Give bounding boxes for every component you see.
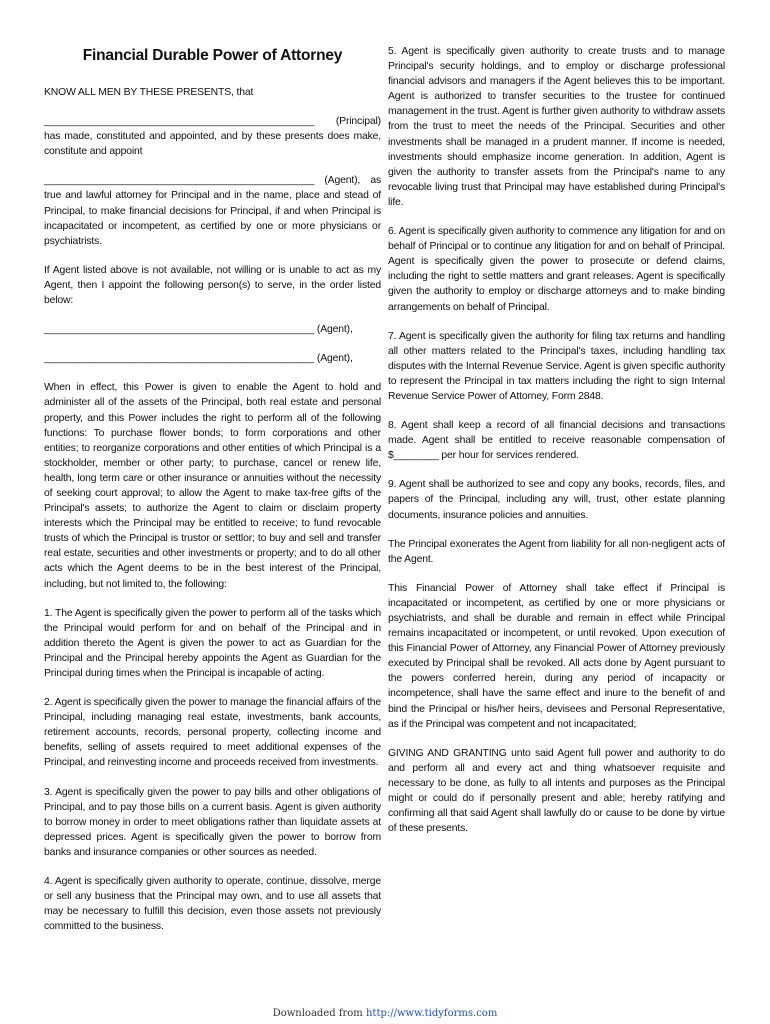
paragraph-agent-blank: ________________________________________________ (Agent), as true and lawful attorney for Principal and in the name, place and stead of Principal, to make financial decisions for Principal, if and when Principal is incapacitated or incompetent, as certified by one or more physicians or psychiatrists. [44, 175, 381, 247]
clause-5: 5. Agent is specifically given authority to create trusts and to manage Principal's security holdings, and to employ or discharge professional financial advisors and managers if the Agent believes this to be important. Agent is authorized to transfer securities to the trustee for continued management in the trust. Agent is further given authority to withdraw assets from the trust to meet the needs of the Principal. Securities and other investments shall be managed in a prudent manner. If income is needed, investments should emphasize income generation. In addition, Agent is given the authority to transfer assets from the Principal's name to any revocable living trust that Principal may have established during Principal's life. [388, 46, 725, 208]
paragraph-principal-blank: ________________________________________________ (Principal) has made, constituted and appointed, and by these presents does make, constitute and appoint [44, 116, 381, 158]
paragraph-exoneration: The Principal exonerates the Agent from liability for all non-negligent acts of the Agent. [388, 538, 725, 565]
document-title: Financial Durable Power of Attorney [82, 47, 343, 64]
clause-4: 4. Agent is specifically given authority to operate, continue, dissolve, merge or sell any business that the Principal may own, and to use all assets that may be necessary to fulfill this decision, even those assets not previously committed to the business. [44, 876, 381, 933]
footer-link[interactable]: http://www.tidyforms.com [365, 1008, 498, 1019]
alternate-agent-line-2: ________________________________________________ (Agent), [44, 353, 353, 365]
paragraph-powers: When in effect, this Power is given to enable the Agent to hold and administer all of the assets of the Principal, both real estate and personal property, and this Power includes the right to perform all of the following functions: To purchase flower bonds; to form corporations and other entities; to reorganize corporations and other entities of which Principal is a stockholder, member or other party; to purchase, cancel or renew life, health, long term care or other insurance or annuities without the necessity of seeking court approval; to allow the Agent to make tax-free gifts of the Principal's assets; to authorize the Agent to claim or disclaim property interests which the Principal may be entitled to receive; to fund revocable trusts of which the Principal is trustor or settlor; to buy and sell and transfer real estate, securities and other investments or property; and to do all other acts which the Agent deems to be in the best interest of the Principal, including, but not limited to, the following: [44, 382, 381, 590]
right-column [388, 44, 725, 850]
left-column [44, 44, 381, 948]
paragraph-effectiveness: This Financial Power of Attorney shall take effect if Principal is incapacitated or incompetent, as certified by one or more physicians or psychiatrists, and shall be durable and remain in effect while Principal remains incapacitated or incompetent, or until revoked. Upon execution of this Financial Power of Attorney, any Financial Power of Attorney previously executed by Principal shall be revoked. All acts done by Agent pursuant to the powers conferred herein, during any period of incapacity or incompetence, shall have the same effect and inure to the benefit of and bind the Principal or his/her heirs, devisees and Personal Representative, as if the Principal was competent and not incapacitated; [388, 582, 725, 730]
footer [0, 1008, 770, 1019]
clause-8: 8. Agent shall keep a record of all financial decisions and transactions made. Agent shall be entitled to receive reasonable compensation of $________ per hour for services rendered. [388, 420, 725, 462]
clause-9: 9. Agent shall be authorized to see and copy any books, records, files, and papers of the Principal, including any will, trust, other estate planning documents, insurance policies and annuities. [388, 479, 725, 521]
clause-1: 1. The Agent is specifically given the power to perform all of the tasks which the Principal would perform for and on behalf of the Principal and in addition thereto the Agent is given the power to act as Guardian for the Principal and the Principal hereby appoints the Agent as Guardian for the Principal during times when the Principal is incapable of acting. [44, 607, 381, 679]
paragraph-granting: GIVING AND GRANTING unto said Agent full power and authority to do and perform all and every act and thing whatsoever requisite and necessary to be done, as fully to all intents and purposes as the Principal might or could do if personally present and able; hereby ratifying and confirming all that said Agent shall lawfully do or cause to be done by virtue of these presents. [388, 747, 725, 835]
footer-prefix: Downloaded from [272, 1008, 363, 1019]
clause-3: 3. Agent is specifically given the power to pay bills and other obligations of Principal, and to pay those bills on a current basis. Agent is given authority to borrow money in order to meet obligations rather than liquidate assets at depressed prices. Agent is specifically given the power to borrow from banks and insurance companies or other sources as needed. [44, 786, 381, 858]
clause-2: 2. Agent is specifically given the power to manage the financial affairs of the Principal, including managing real estate, investments, bank accounts, retirement accounts, records, personal property, collecting income and benefits, selling of assets required to meet additional expenses of the Principal, and reinvesting income and proceeds received from investments. [44, 697, 381, 769]
paragraph-intro: KNOW ALL MEN BY THESE PRESENTS, that [44, 87, 254, 98]
paragraph-alternate-agents: If Agent listed above is not available, not willing or is unable to act as my Agent, then I appoint the following person(s) to serve, in the order listed below: [44, 264, 381, 307]
clause-7: 7. Agent is specifically given the authority for filing tax returns and handling all other matters related to the Principal's taxes, including handling tax disputes with the Internal Revenue Service. Agent is given specific authority to represent the Principal in tax matters including the right to sign Internal Revenue Service Power of Attorney, Form 2848. [388, 330, 725, 402]
alternate-agent-line-1: ________________________________________________ (Agent), [44, 324, 353, 336]
clause-6: 6. Agent is specifically given authority to commence any litigation for and on behalf of Principal or to continue any litigation for and on behalf of Principal. Agent is specifically given the power to prosecute or defend claims, including the right to settle matters and grant releases. Agent is specifically given the authority to employ or discharge attorneys and to make binding arrangements on behalf of Principal. [388, 226, 725, 313]
